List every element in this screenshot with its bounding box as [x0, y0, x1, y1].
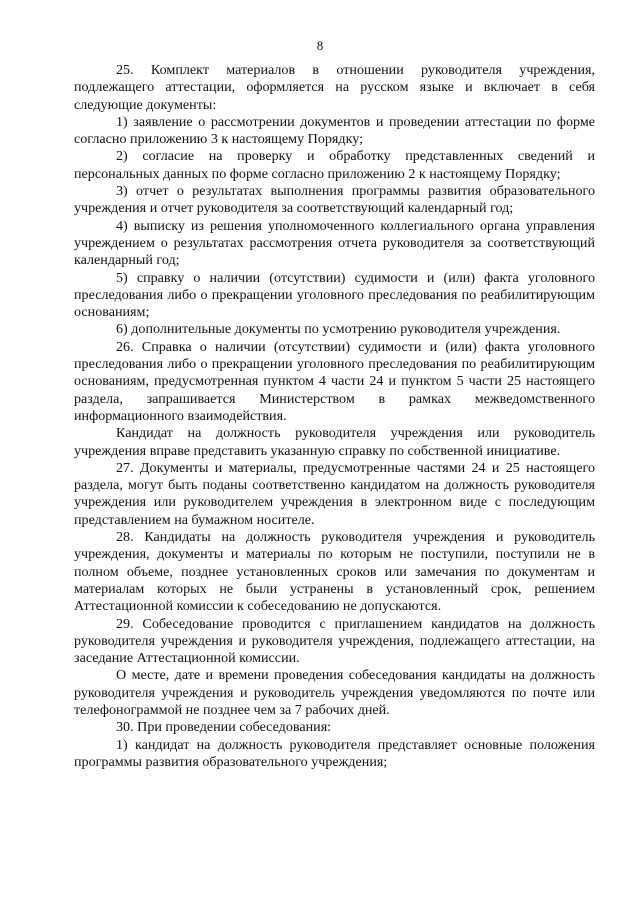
paragraph-25-item-5: 5) справку о наличии (отсутствии) судимости и (или) факта уголовного преследования либо о прекращении уголовного преследования по реабилитирующим основаниям;: [74, 269, 595, 321]
paragraph-28: 28. Кандидаты на должность руководителя учреждения и руководитель учреждения, документы и материалы по которым не поступили, поступили не в полном объеме, позднее установленных сроков или замечания по документам и материалам которых не были устранены в установленный срок, решением Аттестационной комиссии к собеседованию не допускаются.: [74, 529, 595, 615]
paragraph-25-item-2: 2) согласие на проверку и обработку представленных сведений и персональных данных по форме согласно приложению 2 к настоящему Порядку;: [74, 148, 595, 182]
paragraph-25-item-3: 3) отчет о результатах выполнения программы развития образовательного учреждения и отчет руководителя за соответствующий календарный год;: [74, 183, 595, 217]
paragraph-30: 30. При проведении собеседования:: [116, 719, 332, 736]
paragraph-26: 26. Справка о наличии (отсутствии) судимости и (или) факта уголовного преследования либо о прекращении уголовного преследования по реабилитирующим основаниям, предусмотренная пунктом 4 части 24 и пунктом 5 части 25 настоящего раздела, запрашивается Министерством в рамках межведомственного информационного взаимодействия.: [74, 338, 595, 424]
paragraph-25-item-1: 1) заявление о рассмотрении документов и проведении аттестации по форме согласно приложению 3 к настоящему Порядку;: [74, 113, 595, 148]
paragraph-30-item-1: 1) кандидат на должность руководителя представляет основные положения программы развития образовательного учреждения;: [74, 736, 595, 770]
paragraph-29: 29. Собеседование проводится с приглашением кандидатов на должность руководителя учреждения и руководителя учреждения, подлежащего аттестации, на заседание Аттестационной комиссии.: [74, 615, 595, 667]
document-body: [74, 62, 595, 771]
paragraph-25-item-6: 6) дополнительные документы по усмотрению руководителя учреждения.: [116, 321, 561, 338]
page-number: 8: [316, 38, 324, 53]
paragraph-26-note: Кандидат на должность руководителя учреждения или руководитель учреждения вправе представить указанную справку по собственной инициативе.: [74, 425, 595, 459]
paragraph-29-note: О месте, дате и времени проведения собеседования кандидаты на должность руководителя учреждения и руководитель учреждения уведомляются по почте или телефонограммой не позднее чем за 7 рабочих дней.: [74, 667, 595, 718]
paragraph-25: 25. Комплект материалов в отношении руководителя учреждения, подлежащего аттестации, оформляется на русском языке и включает в себя следующие документы:: [74, 62, 595, 113]
paragraph-25-item-4: 4) выписку из решения уполномоченного коллегиального органа управления учреждением о результатах рассмотрения отчета руководителя за соответствующий календарный год;: [74, 217, 595, 269]
paragraph-27: 27. Документы и материалы, предусмотренные частями 24 и 25 настоящего раздела, могут быть поданы соответственно кандидатом на должность руководителя учреждения или руководителем учреждения в электронном виде с последующим представлением на бумажном носителе.: [74, 459, 595, 528]
